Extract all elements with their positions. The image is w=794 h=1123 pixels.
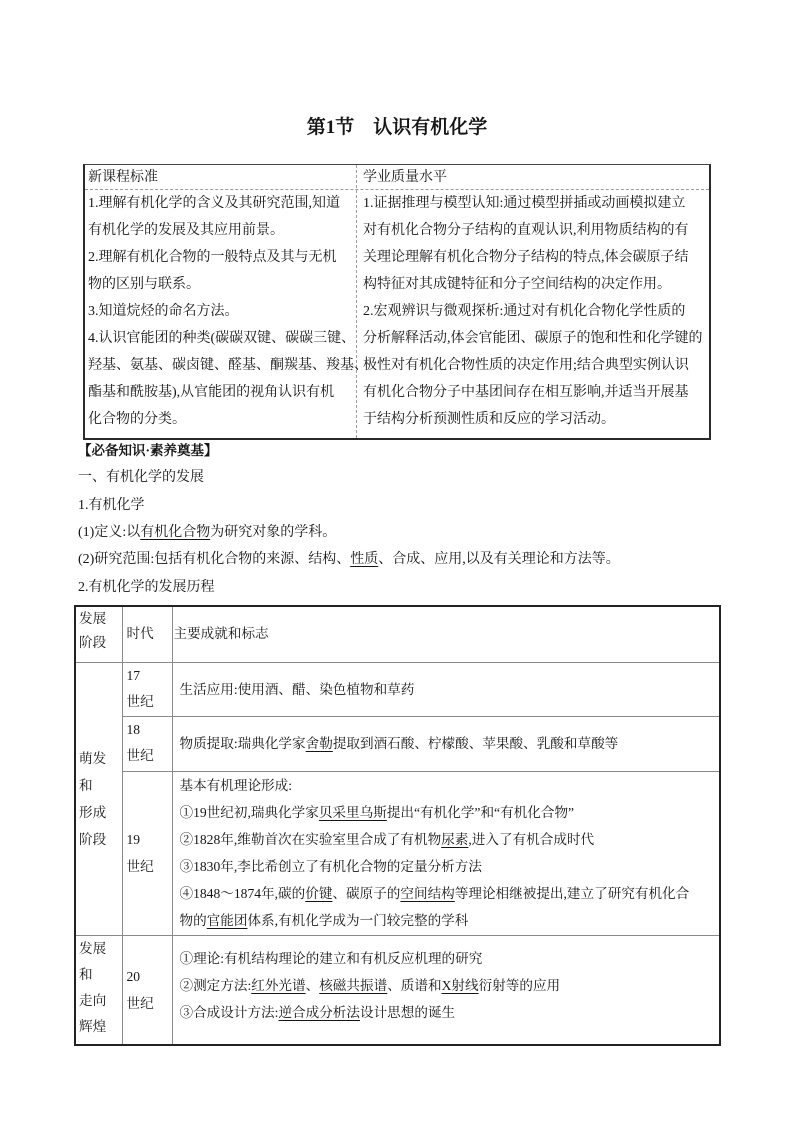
stage-name bbox=[79, 936, 122, 1040]
curriculum-standard-line: 羟基、氨基、碳卤键、醛基、酮羰基、羧基、 bbox=[88, 358, 368, 373]
stage-name-line: 走向 bbox=[79, 992, 107, 1008]
text-run: 等理论相继被提出,建立了研究有机化合 bbox=[454, 885, 690, 901]
curriculum-standard-line: 有机化学的发展及其应用前景。 bbox=[88, 223, 284, 238]
achievement-line: 生活应用:使用酒、醋、染色植物和草药 bbox=[179, 681, 415, 697]
section-heading: 一、有机化学的发展 bbox=[78, 470, 204, 485]
history-table bbox=[74, 605, 721, 1046]
text-run: ④1848～1874年,碳的 bbox=[179, 885, 306, 901]
stage-name-line: 辉煌 bbox=[79, 1018, 107, 1034]
stage-name-line: 和 bbox=[79, 966, 93, 982]
achievement-line bbox=[180, 972, 720, 999]
text-run: ①19世纪初,瑞典化学家 bbox=[179, 804, 319, 820]
history-row bbox=[75, 935, 720, 1045]
achievement-line bbox=[180, 880, 720, 907]
standards-table bbox=[83, 164, 711, 440]
stage-cell bbox=[75, 935, 122, 1045]
achievement-text bbox=[180, 772, 720, 934]
achievement-line bbox=[180, 730, 720, 757]
achievement-line bbox=[180, 799, 720, 826]
era-label bbox=[127, 963, 172, 1017]
underlined-term: 性质 bbox=[350, 552, 379, 567]
curriculum-standard-line: 2.理解有机化合物的一般特点及其与无机 bbox=[88, 250, 337, 265]
achievement-cell bbox=[172, 771, 720, 935]
achievement-cell bbox=[172, 716, 720, 771]
quality-level-line: 1.证据推理与模型认知:通过模型拼插或动画模拟建立 bbox=[363, 196, 686, 211]
section-tag: 【必备知识·素养奠基】 bbox=[78, 443, 218, 458]
stage-name-line: 发展 bbox=[79, 940, 107, 956]
stage-cell bbox=[75, 662, 122, 935]
history-row bbox=[75, 771, 720, 935]
achievement-text bbox=[180, 945, 720, 1026]
text-run: ②1828年,维勒首次在实验室里合成了有机物 bbox=[179, 831, 442, 847]
text-run: 提取到酒石酸、柠檬酸、苹果酸、乳酸和草酸等 bbox=[332, 736, 619, 751]
curriculum-standard-line: 物的区别与联系。 bbox=[88, 277, 200, 292]
underlined-term: 逆合成分析法 bbox=[278, 1004, 360, 1020]
stage-name-line: 和 bbox=[79, 777, 93, 793]
underlined-term: 空间结构 bbox=[400, 885, 455, 901]
achievement-line: ①理论:有机结构理论的建立和有机反应机理的研究 bbox=[179, 950, 483, 966]
achievement-text bbox=[180, 676, 720, 703]
quality-level-line: 于结构分析预测性质和反应的学习活动。 bbox=[363, 412, 615, 427]
text-run: 提出“有机化学”和“有机化合物” bbox=[386, 804, 575, 820]
era-line: 世纪 bbox=[126, 859, 154, 874]
achievement-cell bbox=[172, 935, 720, 1045]
text-run: ③合成设计方法: bbox=[179, 1004, 279, 1020]
text-run: 、质谱和 bbox=[387, 977, 442, 993]
era-label bbox=[127, 826, 172, 880]
quality-level-line: 极性对有机化合物性质的决定作用;结合典型实例认识 bbox=[363, 358, 689, 373]
era-header-cell bbox=[122, 606, 172, 662]
quality-level-line: 有机化合物分子中基团间存在相互影响,并适当开展基 bbox=[363, 385, 689, 400]
research-scope-line bbox=[78, 550, 620, 570]
text-run: (2)研究范围:包括有机化合物的来源、结构、 bbox=[78, 552, 351, 567]
quality-level-header: 学业质量水平 bbox=[363, 170, 447, 185]
quality-level-line: 构特征对其成键特征和分子空间结构的决定作用。 bbox=[363, 277, 671, 292]
curriculum-standard-line: 4.认识官能团的种类(碳碳双键、碳碳三键、 bbox=[88, 331, 356, 346]
history-header-row bbox=[75, 606, 720, 662]
curriculum-standard-line: 3.知道烷烃的命名方法。 bbox=[88, 304, 239, 319]
quality-level-line: 2.宏观辨识与微观探析:通过对有机化合物化学性质的 bbox=[363, 304, 686, 319]
quality-level-line: 分析解释活动,体会官能团、碳原子的饱和性和化学键的 bbox=[363, 331, 703, 346]
era-line: 20 bbox=[126, 968, 141, 984]
curriculum-standard-header: 新课程标准 bbox=[88, 170, 158, 185]
text-run: 物的 bbox=[179, 912, 207, 928]
era-cell bbox=[122, 662, 172, 716]
text-run: 、 bbox=[305, 977, 320, 993]
text-run: 设计思想的诞生 bbox=[360, 1004, 456, 1020]
achievement-line bbox=[180, 999, 720, 1026]
achievements-header: 主要成就和标志 bbox=[173, 626, 269, 642]
text-run: 物质提取:瑞典化学家 bbox=[179, 736, 306, 751]
curriculum-standard-column bbox=[88, 190, 368, 433]
stage-name-line: 阶段 bbox=[79, 831, 107, 847]
era-header: 时代 bbox=[126, 626, 154, 642]
subheading-history: 2.有机化学的发展历程 bbox=[78, 580, 215, 595]
achievement-line bbox=[180, 907, 720, 934]
text-run: 衍射等的应用 bbox=[478, 977, 561, 993]
subheading-organic-chemistry: 1.有机化学 bbox=[78, 498, 145, 513]
era-line: 18 bbox=[126, 721, 141, 737]
stage-name bbox=[79, 745, 122, 853]
quality-level-column bbox=[363, 190, 707, 433]
underlined-term: 官能团 bbox=[206, 912, 248, 928]
era-line: 世纪 bbox=[126, 995, 154, 1011]
era-line: 19 bbox=[126, 832, 141, 847]
underlined-term: 价键 bbox=[305, 885, 333, 901]
achievement-line: 基本有机理论形成: bbox=[179, 777, 293, 793]
stage-name-line: 萌发 bbox=[79, 750, 107, 766]
achievements-header-cell bbox=[172, 606, 720, 662]
era-label bbox=[127, 663, 172, 715]
achievement-cell bbox=[172, 662, 720, 716]
achievement-text bbox=[180, 730, 720, 757]
history-row bbox=[75, 716, 720, 771]
text-run: (1)定义:以 bbox=[78, 525, 141, 540]
underlined-term: X射线 bbox=[441, 977, 479, 993]
history-row bbox=[75, 662, 720, 716]
era-line: 世纪 bbox=[126, 747, 154, 763]
era-line: 世纪 bbox=[126, 693, 154, 709]
stage-header-line: 阶段 bbox=[79, 635, 107, 650]
era-cell bbox=[122, 935, 172, 1045]
underlined-term: 有机化合物 bbox=[140, 525, 211, 540]
achievement-line: ③1830年,李比希创立了有机化合物的定量分析方法 bbox=[179, 858, 482, 874]
stage-header-line: 发展 bbox=[79, 611, 107, 626]
stage-header-cell bbox=[75, 606, 122, 662]
underlined-term: 核磁共振谱 bbox=[319, 977, 388, 993]
era-line: 17 bbox=[126, 667, 141, 683]
underlined-term: 贝采里乌斯 bbox=[318, 804, 387, 820]
text-run: 为研究对象的学科。 bbox=[210, 525, 337, 540]
curriculum-standard-line: 化合物的分类。 bbox=[88, 412, 186, 427]
definition-line bbox=[78, 523, 336, 543]
curriculum-standard-line: 1.理解有机化学的含义及其研究范围,知道 bbox=[88, 196, 340, 211]
text-run: 、碳原子的 bbox=[332, 885, 401, 901]
stage-header bbox=[79, 607, 122, 655]
era-label bbox=[127, 717, 172, 769]
text-run: ,进入了有机合成时代 bbox=[468, 831, 595, 847]
stage-name-line: 形成 bbox=[79, 804, 107, 820]
text-run: 体系,有机化学成为一门较完整的学科 bbox=[247, 912, 469, 928]
era-cell bbox=[122, 771, 172, 935]
achievement-line bbox=[180, 826, 720, 853]
quality-level-line: 关理论理解有机化合物分子结构的特点,体会碳原子结 bbox=[363, 250, 689, 265]
column-divider bbox=[356, 165, 357, 438]
era-cell bbox=[122, 716, 172, 771]
page-title: 第1节 认识有机化学 bbox=[306, 117, 488, 138]
quality-level-line: 对有机化合物分子结构的直观认识,利用物质结构的有 bbox=[363, 223, 689, 238]
underlined-term: 舍勒 bbox=[305, 736, 333, 751]
underlined-term: 红外光谱 bbox=[251, 977, 306, 993]
text-run: 、合成、应用,以及有关理论和方法等。 bbox=[378, 552, 620, 567]
text-run: ②测定方法: bbox=[179, 977, 252, 993]
underlined-term: 尿素 bbox=[441, 831, 469, 847]
curriculum-standard-line: 酯基和酰胺基),从官能团的视角认识有机 bbox=[88, 385, 335, 400]
